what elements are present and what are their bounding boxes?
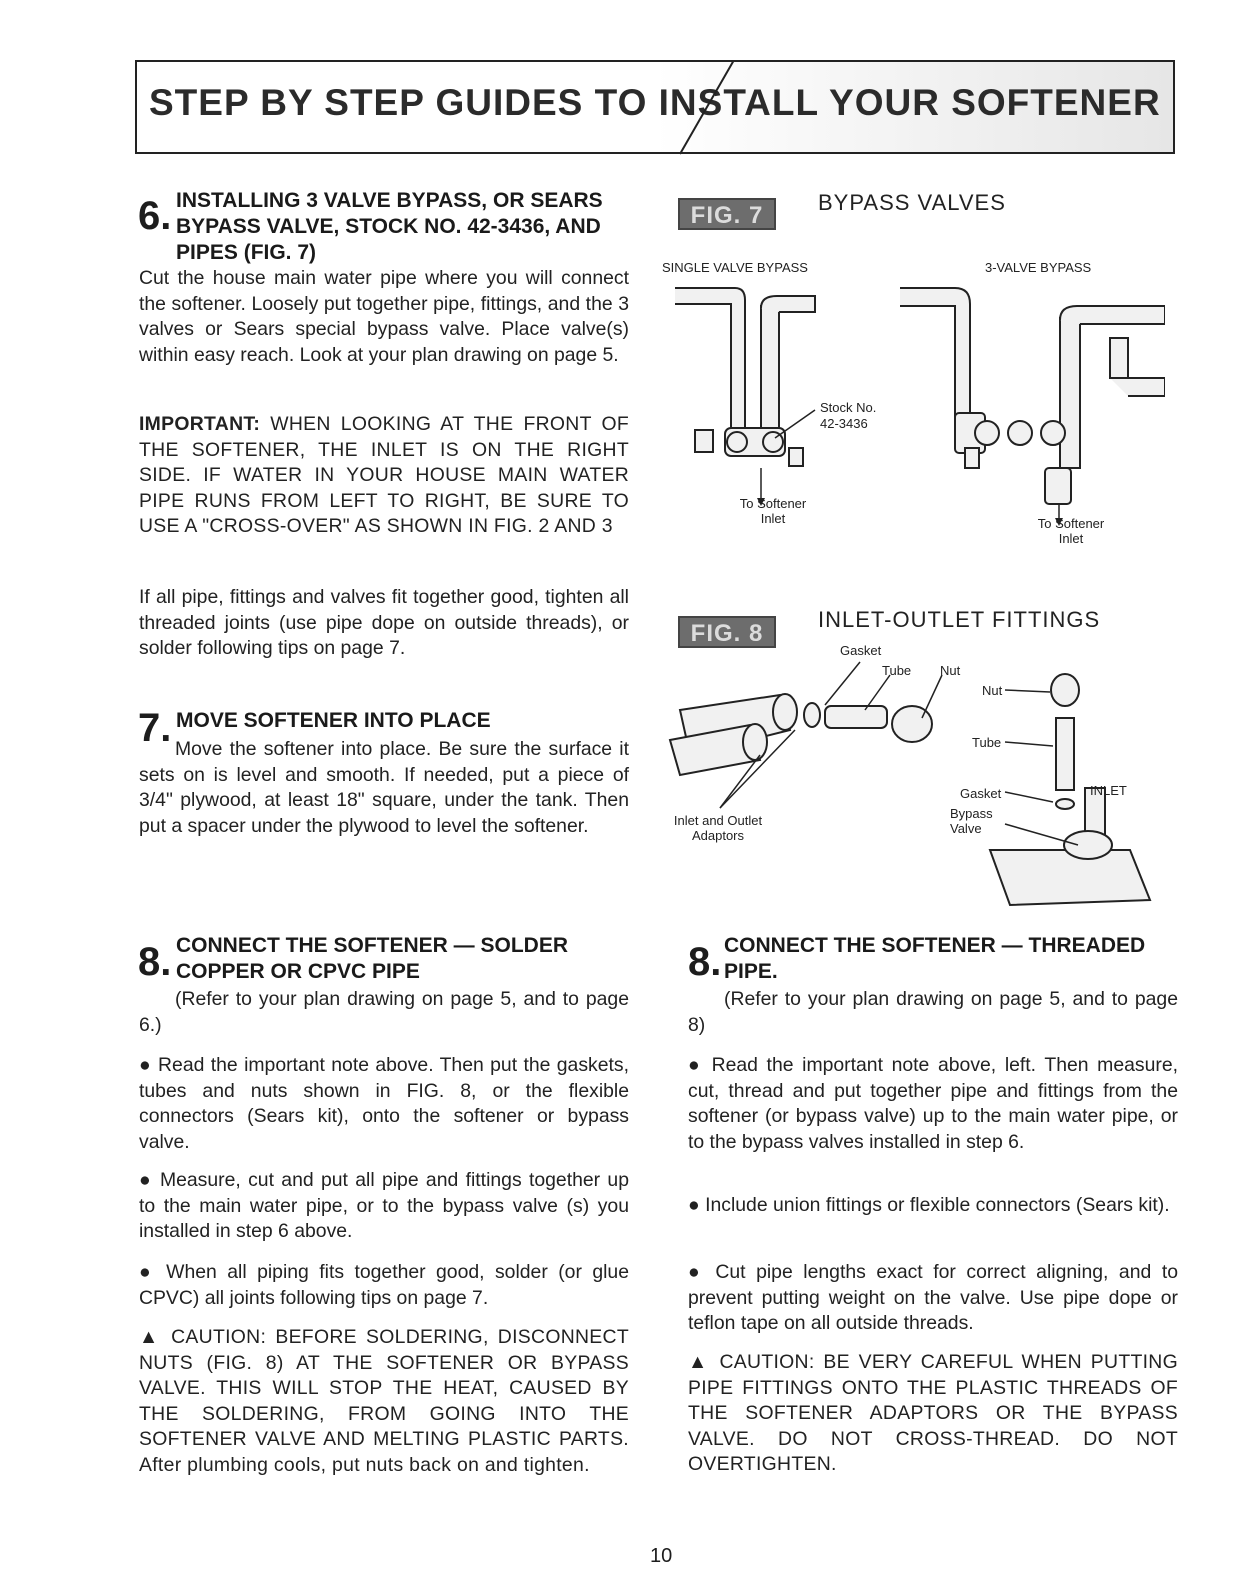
- step8-threaded-title: CONNECT THE SOFTENER — THREADED PIPE.: [724, 934, 1146, 983]
- solder-caution-tail: After plumbing cools, put nuts back on and tighten.: [139, 1453, 590, 1476]
- fig7-badge: FIG. 7: [678, 198, 776, 230]
- step8-solder-caution: [139, 1325, 629, 1478]
- step6-paragraph-2: If all pipe, fittings and valves fit together good, tighten all threaded joints (use pipe dope on outside threads), or solder following tips on page 7.: [139, 586, 629, 659]
- fig8-gasket-right-label: Gasket: [960, 786, 1002, 801]
- fig8-badge: FIG. 8: [678, 616, 776, 648]
- fig8-tube-label: Tube: [882, 663, 912, 678]
- step6-number: 6.: [138, 194, 172, 238]
- fig7-title: BYPASS VALVES: [818, 190, 1006, 215]
- fig8-nut-label: Nut: [940, 663, 961, 678]
- step8-solder-refer: (Refer to your plan drawing on page 5, and to page 6.): [139, 988, 629, 1036]
- step7-number: 7.: [138, 706, 172, 750]
- fittings-illustration: [660, 640, 1160, 930]
- step8-threaded-bullet1: ● Read the important note above, left. Then measure, cut, thread and put together pipe and fittings from the softener (or bypass valve) up to the main water pipe, or to the bypass valves installed in step 6.: [688, 1054, 1178, 1153]
- banner-title: STEP BY STEP GUIDES TO INSTALL YOUR SOFTENER: [149, 82, 1161, 123]
- fig7-stock-line1: Stock No.: [820, 400, 877, 415]
- fig7-to-softener-left: To Softener Inlet: [739, 496, 807, 526]
- fig8-nut-right-label: Nut: [982, 683, 1003, 698]
- page-number: 10: [650, 1545, 673, 1567]
- fig8-tube-right-label: Tube: [972, 735, 1002, 750]
- page-banner: [135, 60, 1175, 154]
- fig8-inlet-label: INLET: [1090, 783, 1127, 798]
- step8-solder-title: CONNECT THE SOFTENER — SOLDER COPPER OR CPVC PIPE: [176, 934, 569, 983]
- step6-title: INSTALLING 3 VALVE BYPASS, OR SEARS BYPASS VALVE, STOCK NO. 42-3436, AND PIPES (FIG. 7): [176, 189, 603, 264]
- fig8-gasket-label: Gasket: [840, 643, 882, 658]
- step7-title: MOVE SOFTENER INTO PLACE: [176, 709, 491, 732]
- step8-threaded-refer: (Refer to your plan drawing on page 5, and to page 8): [688, 988, 1178, 1036]
- step8-threaded-bullet3: ● Cut pipe lengths exact for correct aligning, and to prevent putting weight on the valve. Use pipe dope or teflon tape on all outside threads.: [688, 1261, 1178, 1334]
- step8-solder-bullet1: ● Read the important note above. Then put the gaskets, tubes and nuts shown in FIG. 8, or the flexible connectors (Sears kit), onto the softener or bypass valve.: [139, 1054, 629, 1153]
- step8-threaded-number: 8.: [688, 940, 722, 984]
- fig7-stock-line2: 42-3436: [820, 416, 868, 431]
- step8-solder-bullet3: ● When all piping fits together good, solder (or glue CPVC) all joints following tips on page 7.: [139, 1261, 629, 1309]
- step6-important: [139, 412, 629, 540]
- step8-solder-bullet2: ● Measure, cut and put all pipe and fittings together up to the main water pipe, or to the bypass valve (s) you installed in step 6 above.: [139, 1169, 629, 1242]
- fig7-to-softener-right: To Softener Inlet: [1037, 516, 1105, 546]
- step8-solder-number: 8.: [138, 940, 172, 984]
- solder-caution-caps: ▲ CAUTION: BEFORE SOLDERING, DISCONNECT NUTS (FIG. 8) AT THE SOFTENER OR BYPASS VALVE. THIS WILL STOP THE HEAT, CAUSED BY THE SOLDERING, FROM GOING INTO THE SOFTENER VALVE AND MELTING PLASTIC PARTS.: [139, 1326, 629, 1450]
- fig8-bypass-valve-label: Bypass Valve: [950, 806, 993, 836]
- fig7-three-label: 3-VALVE BYPASS: [985, 260, 1092, 275]
- banner-slash-decoration: [672, 60, 742, 156]
- fig8-adaptors-label: Inlet and Outlet Adaptors: [673, 813, 763, 843]
- step8-threaded-caution: ▲ CAUTION: BE VERY CAREFUL WHEN PUTTING PIPE FITTINGS ONTO THE PLASTIC THREADS OF THE SOFTENER ADAPTORS OR THE BYPASS VALVE. DO NOT CROSS-THREAD. DO NOT OVERTIGHTEN.: [688, 1351, 1178, 1475]
- step8-threaded-bullet2: ● Include union fittings or flexible connectors (Sears kit).: [688, 1194, 1170, 1216]
- fig7-single-label: SINGLE VALVE BYPASS: [662, 260, 808, 275]
- important-label: IMPORTANT:: [139, 413, 261, 435]
- step7-paragraph: Move the softener into place. Be sure the surface it sets on is level and smooth. If needed, put a piece of 3/4" plywood, at least 18" square, under the tank. Then put a spacer under the plywood to level the softener.: [139, 738, 629, 837]
- important-text: WHEN LOOKING AT THE FRONT OF THE SOFTENER, THE INLET IS ON THE RIGHT SIDE. IF WATER IN YOUR HOUSE MAIN WATER PIPE RUNS FROM LEFT TO RIGHT, BE SURE TO USE A "CROSS-OVER" AS SHOWN IN FIG. 2 AND 3: [139, 413, 630, 537]
- step6-paragraph: Cut the house main water pipe where you will connect the softener. Loosely put together pipe, fittings, and the 3 valves or Sears special bypass valve. Place valve(s) within easy reach. Look at your plan drawing on page 5.: [139, 267, 629, 366]
- fig8-title: INLET-OUTLET FITTINGS: [818, 607, 1101, 632]
